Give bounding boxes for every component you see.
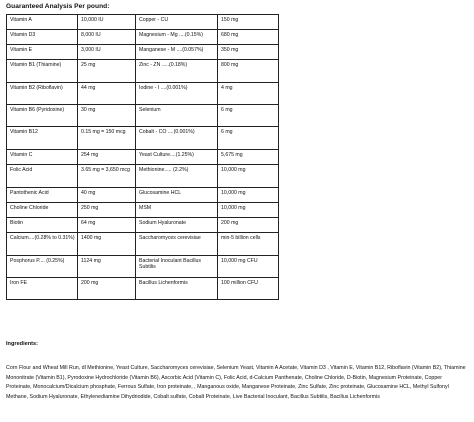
nutrient-name-cell: Bacterial Inoculant Bacillus Subtilis <box>136 256 218 278</box>
analysis-table-body <box>7 15 279 300</box>
nutrient-name-cell: Vitamin E <box>7 45 78 60</box>
nutrient-amount-cell: min-5 billion cells <box>218 233 279 256</box>
table-row <box>7 165 279 188</box>
table-row <box>7 105 279 127</box>
table-row <box>7 233 279 256</box>
nutrient-amount-cell: 350 mg <box>218 45 279 60</box>
nutrient-name-cell: Magnesium - Mg ....(0.15%) <box>136 30 218 45</box>
nutrient-amount-cell: 0.15 mg = 150 mcg <box>78 127 136 150</box>
nutrient-name-cell: Saccharomyces cerevisiae <box>136 233 218 256</box>
nutrient-name-cell: Iron FE <box>7 278 78 300</box>
nutrient-amount-cell: 3.65 mg = 3,650 mcg <box>78 165 136 188</box>
nutrient-amount-cell: 6 mg <box>218 105 279 127</box>
nutrient-name-cell: Pantothenic Acid <box>7 188 78 203</box>
nutrient-name-cell: MSM <box>136 203 218 218</box>
nutrient-amount-cell: 4 mg <box>218 83 279 105</box>
nutrient-amount-cell: 10,000 mg <box>218 165 279 188</box>
nutrient-amount-cell: 1124 mg <box>78 256 136 278</box>
nutrient-name-cell: Zinc - ZN .....(0.18%) <box>136 60 218 83</box>
nutrient-amount-cell: 200 mg <box>218 218 279 233</box>
nutrient-amount-cell: 64 mg <box>78 218 136 233</box>
nutrient-name-cell: Vitamin D3 <box>7 30 78 45</box>
table-row <box>7 15 279 30</box>
nutrient-amount-cell: 254 mg <box>78 150 136 165</box>
nutrient-amount-cell: 150 mg <box>218 15 279 30</box>
table-row <box>7 150 279 165</box>
table-row <box>7 218 279 233</box>
nutrient-amount-cell: 1400 mg <box>78 233 136 256</box>
nutrient-amount-cell: 8,000 IU <box>78 30 136 45</box>
nutrient-name-cell: Sodium Hyaluronate <box>136 218 218 233</box>
nutrient-name-cell: Vitamin B6 (Pyridoxine) <box>7 105 78 127</box>
nutrient-name-cell: Copper - CU <box>136 15 218 30</box>
nutrient-amount-cell: 10,000 IU <box>78 15 136 30</box>
nutrient-amount-cell: 40 mg <box>78 188 136 203</box>
nutrient-name-cell: Posphorus P.... (0.25%) <box>7 256 78 278</box>
page-heading: Guaranteed Analysis Per pound: <box>6 3 110 10</box>
nutrient-name-cell: Iodine - I ....(0.001%) <box>136 83 218 105</box>
nutrient-name-cell: Calcium....(0.28% to 0.31%) <box>7 233 78 256</box>
nutrient-amount-cell: 30 mg <box>78 105 136 127</box>
nutrient-name-cell: Glucosamine HCL <box>136 188 218 203</box>
nutrient-amount-cell: 800 mg <box>218 60 279 83</box>
ingredients-heading: Ingredients: <box>6 341 39 347</box>
nutrient-name-cell: Vitamin B12 <box>7 127 78 150</box>
nutrient-name-cell: Vitamin B1 (Thiamine) <box>7 60 78 83</box>
nutrient-name-cell: Folic Acid <box>7 165 78 188</box>
nutrient-name-cell: Vitamin A <box>7 15 78 30</box>
nutrient-amount-cell: 3,000 IU <box>78 45 136 60</box>
table-row <box>7 203 279 218</box>
nutrient-name-cell: Bacillus Lichenformis <box>136 278 218 300</box>
nutrient-name-cell: Methionine..... (2.2%) <box>136 165 218 188</box>
nutrient-name-cell: Biotin <box>7 218 78 233</box>
table-row <box>7 278 279 300</box>
nutrient-amount-cell: 250 mg <box>78 203 136 218</box>
nutrient-name-cell: Yeast Culture....(1.25%) <box>136 150 218 165</box>
nutrient-amount-cell: 680 mg <box>218 30 279 45</box>
nutrient-amount-cell: 6 mg <box>218 127 279 150</box>
nutrient-amount-cell: 10,000 mg <box>218 203 279 218</box>
table-row <box>7 256 279 278</box>
nutrient-amount-cell: 5,675 mg <box>218 150 279 165</box>
nutrient-name-cell: Selenium <box>136 105 218 127</box>
nutrient-name-cell: Vitamin C <box>7 150 78 165</box>
nutrient-amount-cell: 100 million CFU <box>218 278 279 300</box>
nutrient-amount-cell: 25 mg <box>78 60 136 83</box>
table-row <box>7 30 279 45</box>
table-row <box>7 60 279 83</box>
table-row <box>7 127 279 150</box>
table-row <box>7 45 279 60</box>
table-row <box>7 188 279 203</box>
nutrient-name-cell: Manganese - M ....(0.057%) <box>136 45 218 60</box>
nutrient-name-cell: Choline Chloride <box>7 203 78 218</box>
nutrient-amount-cell: 200 mg <box>78 278 136 300</box>
nutrient-name-cell: Vitamin B2 (Riboflavin) <box>7 83 78 105</box>
ingredients-text: Corn Flour and Wheat Mill Run, dl Methionine, Yeast Culture, Saccharomyces cerevisiae, Selenium Yeast, Vitamin A Acetate, Vitamin D3 , Vitamin E, Vitamin B12, Riboflavin (Vitamin B2), Thiamine Mononitrate (Vitamin B1), Pyrodoxine Hydrochloride (Vitamin B6), Ascorbic Acid (Vitamin C), Folic Acid, d-Calcium Panthenate, Choline Chloride, D-Biotin, Magnesium Proteinate, Copper Proteinate, Monocalcium/Dicalcium phosphate, Ferrous Sulfate, Iron proteinate, , Manganous oxide, Manganese Proteinate, Zinc Sulfate, Zinc proteinate, Glucosamine HCL, Methyl Sulfonyl Methane, Sodium Hyaluronate, Ethylenediamine Dihydriodide, Cobalt sulfate, Cobalt Proteinate, Live Bacterial Inoculant, Bacillus Subtilis, Bacillus Lichenformis <box>6 365 466 400</box>
nutrient-amount-cell: 44 mg <box>78 83 136 105</box>
nutrient-amount-cell: 10,000 mg <box>218 188 279 203</box>
nutrient-amount-cell: 10,000 mg CFU <box>218 256 279 278</box>
guaranteed-analysis-table <box>6 14 279 300</box>
table-row <box>7 83 279 105</box>
nutrient-name-cell: Cobalt - CO ....(0.001%) <box>136 127 218 150</box>
